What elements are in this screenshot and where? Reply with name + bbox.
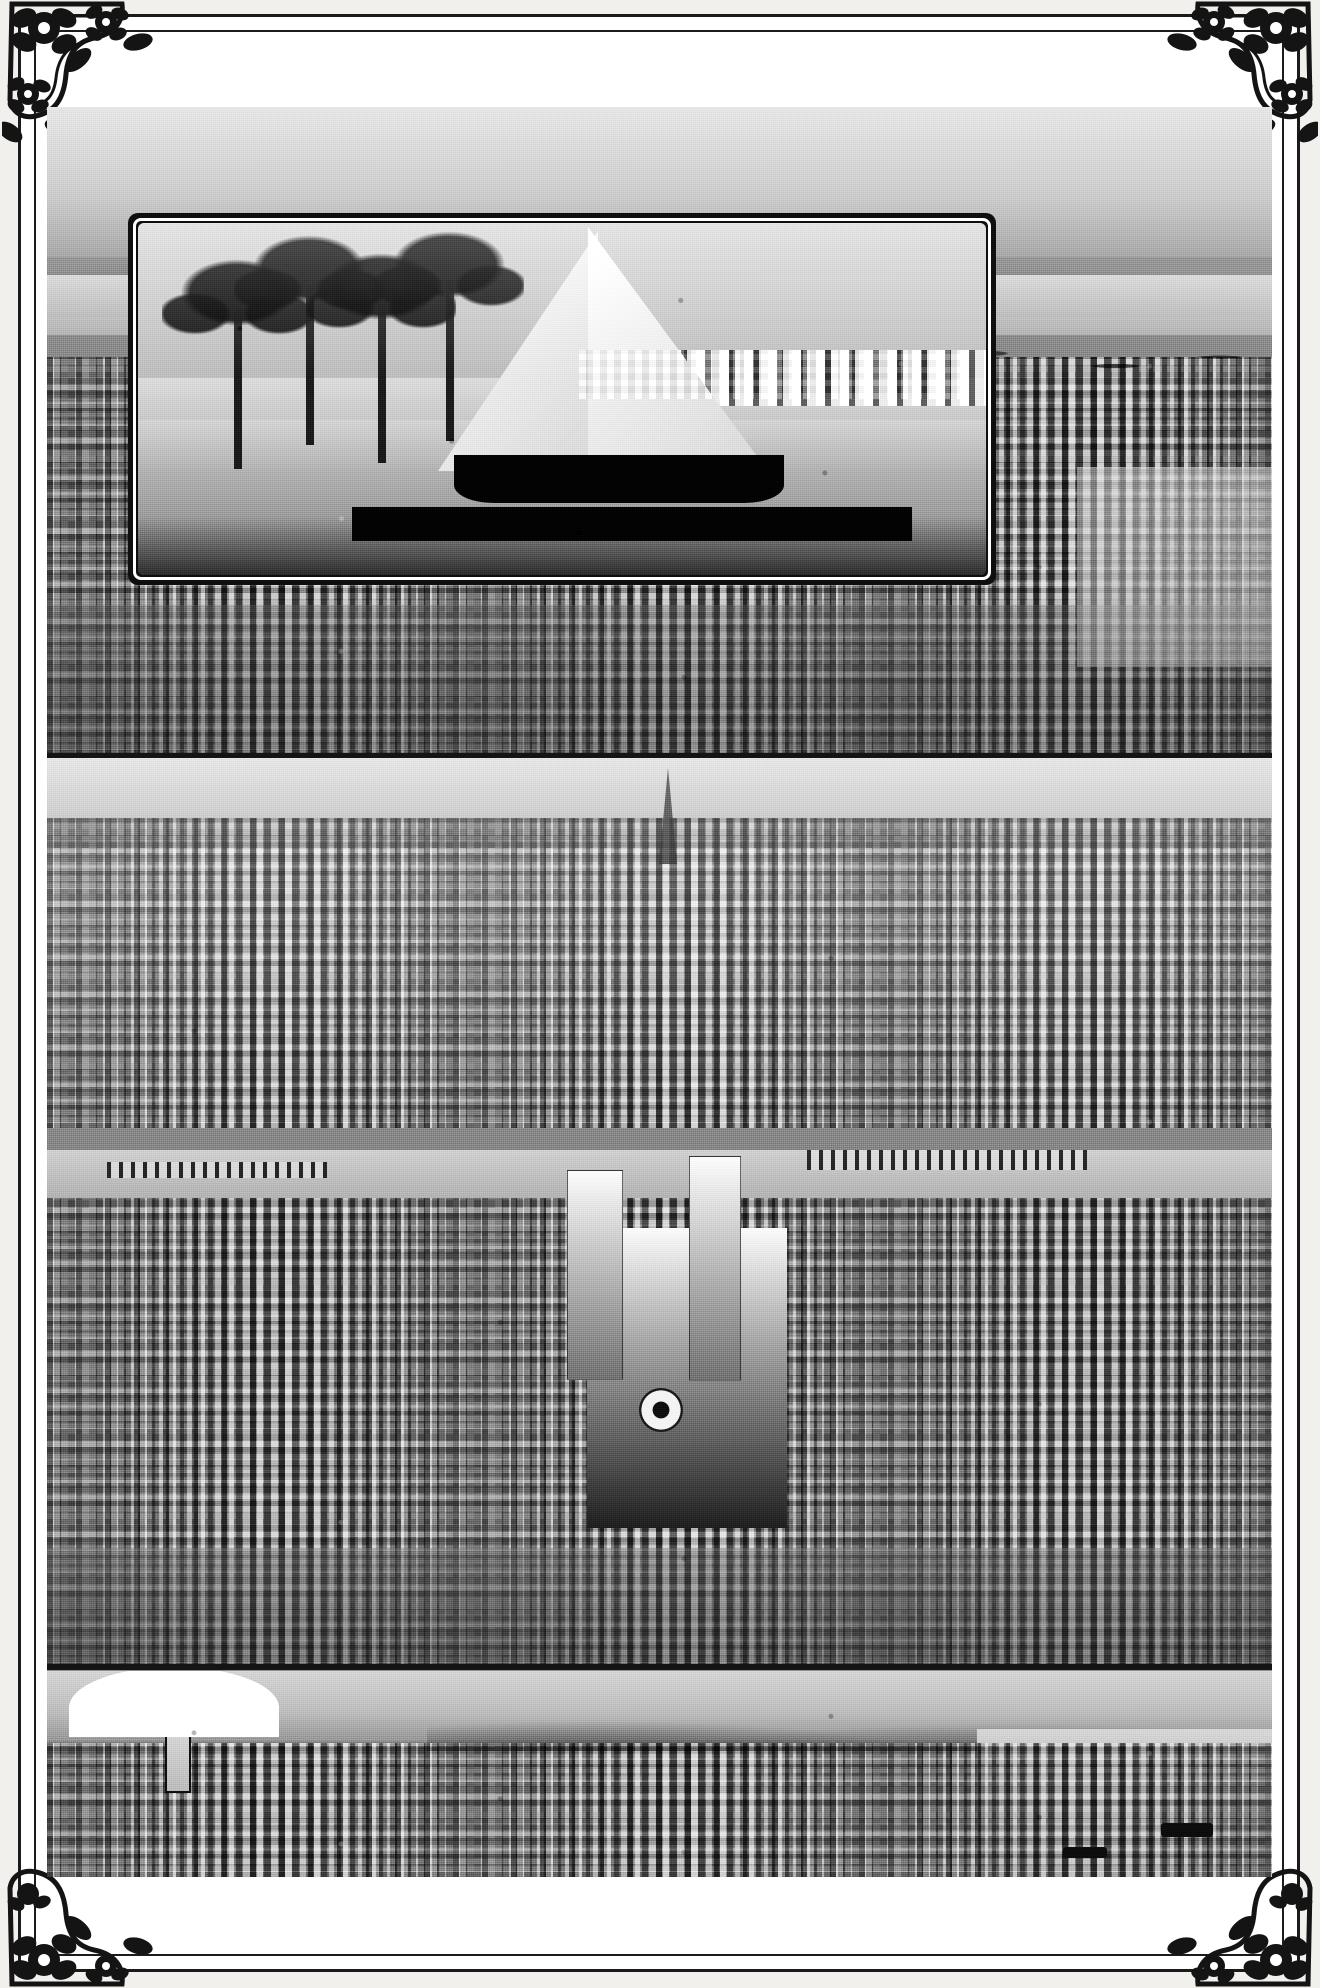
plate-nile-feluccas-and-palms xyxy=(138,223,986,575)
plate-hillside-town-and-harbour xyxy=(47,1671,1272,1877)
inset-description xyxy=(133,218,134,219)
plate-city-panorama-with-cathedral xyxy=(47,758,1272,1668)
inset-frame xyxy=(128,213,996,585)
